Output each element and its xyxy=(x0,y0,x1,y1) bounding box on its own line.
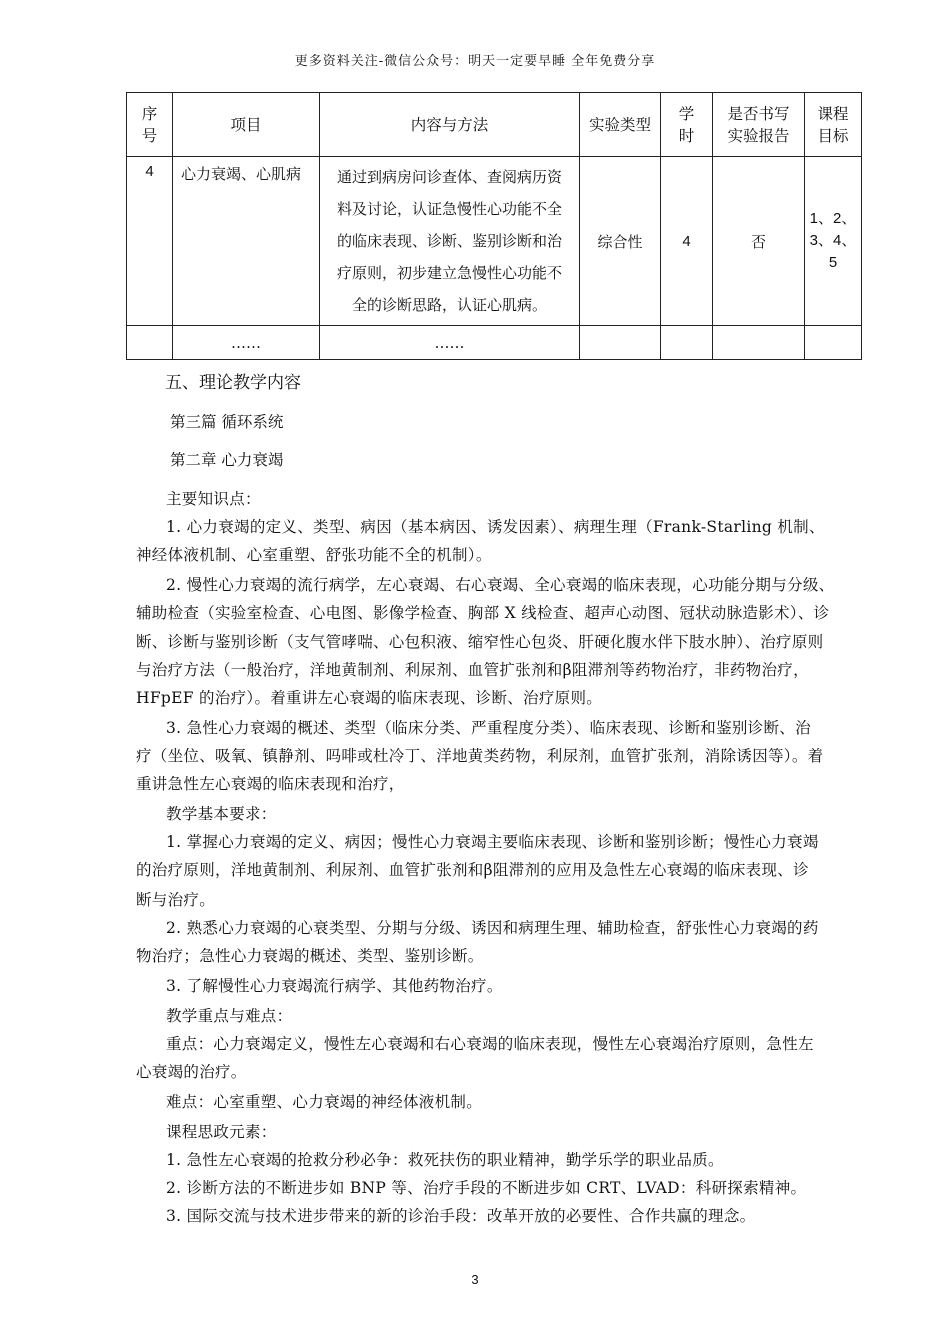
body-line: 1. 掌握心力衰竭的定义、病因；慢性心力衰竭主要临床表现、诊断和鉴别诊断；慢性心力衰竭 xyxy=(166,833,819,851)
cell-goal: 1、2、 3、4、 5 xyxy=(805,157,862,326)
cell-goal xyxy=(805,326,862,360)
header-report: 是否书写 实验报告 xyxy=(713,93,805,157)
cell-seq xyxy=(127,326,173,360)
body-line: 3. 国际交流与技术进步带来的新的诊治手段：改革开放的必要性、合作共赢的理念。 xyxy=(166,1207,756,1225)
cell-hours: 4 xyxy=(661,157,713,326)
cell-item: 心力衰竭、心肌病 xyxy=(173,157,320,326)
cell-report xyxy=(713,326,805,360)
cell-content: 通过到病房问诊查体、查阅病历资 料及讨论，认证急慢性心功能不全 的临床表现、诊断、鉴别诊断和治 疗原则，初步建立急慢性心功能不 全的诊断思路，认证心肌病。 xyxy=(320,157,580,326)
cell-type xyxy=(580,326,661,360)
section-title: 五、理论教学内容 xyxy=(165,373,301,393)
table-row xyxy=(127,326,862,360)
body-line: HFpEF 的治疗）。着重讲左心衰竭的临床表现、诊断、治疗原则。 xyxy=(136,689,603,707)
header-content: 内容与方法 xyxy=(320,93,580,157)
header-seq: 序 号 xyxy=(127,93,173,157)
body-line: 物治疗；急性心力衰竭的概述、类型、鉴别诊断。 xyxy=(136,947,484,965)
header-goal: 课程 目标 xyxy=(805,93,862,157)
body-line: 的治疗原则，洋地黄制剂、利尿剂、血管扩张剂和β阻滞剂的应用及急性左心衰竭的临床表现、诊 xyxy=(136,861,809,879)
body-line: 2. 慢性心力衰竭的流行病学，左心衰竭、右心衰竭、全心衰竭的临床表现，心功能分期与分级、 xyxy=(166,576,835,594)
cell-item: …… xyxy=(173,326,320,360)
body-line: 心衰竭的治疗。 xyxy=(136,1063,247,1081)
body-line: 1. 急性左心衰竭的抢救分秒必争：救死扶伤的职业精神，勤学乐学的职业品质。 xyxy=(166,1151,724,1169)
table-header-row xyxy=(127,93,862,157)
part-title: 第三篇 循环系统 xyxy=(170,413,284,431)
body-line: 1. 心力衰竭的定义、类型、病因（基本病因、诱发因素）、病理生理（Frank-Starling 机制、 xyxy=(166,518,825,536)
body-line: 主要知识点： xyxy=(166,490,261,508)
cell-report: 否 xyxy=(713,157,805,326)
body-line: 课程思政元素： xyxy=(166,1123,277,1141)
page-header: 更多资料关注-微信公众号：明天一定要早睡 全年免费分享 xyxy=(294,54,656,69)
cell-content: …… xyxy=(320,326,580,360)
body-line: 疗（坐位、吸氧、镇静剂、吗啡或杜冷丁、洋地黄类药物，利尿剂，血管扩张剂，消除诱因等）。着 xyxy=(136,747,824,765)
body-line: 2. 熟悉心力衰竭的心衰类型、分期与分级、诱因和病理生理、辅助检查，舒张性心力衰竭的药 xyxy=(166,919,819,937)
body-line: 断与治疗。 xyxy=(136,891,216,909)
header-item: 项目 xyxy=(173,93,320,157)
experiment-table xyxy=(126,92,862,360)
body-line: 神经体液机制、心室重塑、舒张功能不全的机制）。 xyxy=(136,546,492,564)
cell-hours xyxy=(661,326,713,360)
header-type: 实验类型 xyxy=(580,93,661,157)
body-line: 重讲急性左心衰竭的临床表现和治疗， xyxy=(136,775,405,793)
body-line: 断、诊断与鉴别诊断（支气管哮喘、心包积液、缩窄性心包炎、肝硬化腹水伴下肢水肿）、治疗原则 xyxy=(136,633,824,651)
body-line: 3. 了解慢性心力衰竭流行病学、其他药物治疗。 xyxy=(166,977,503,995)
chapter-title: 第二章 心力衰竭 xyxy=(170,451,284,469)
header-hours: 学 时 xyxy=(661,93,713,157)
body-line: 重点：心力衰竭定义，慢性左心衰竭和右心衰竭的临床表现，慢性左心衰竭治疗原则，急性左 xyxy=(166,1035,814,1053)
body-line: 辅助检查（实验室检查、心电图、影像学检查、胸部 X 线检查、超声心动图、冠状动脉造影术）、诊 xyxy=(136,604,830,622)
body-line: 与治疗方法（一般治疗，洋地黄制剂、利尿剂、血管扩张剂和β阻滞剂等药物治疗，非药物治疗， xyxy=(136,661,809,679)
body-line: 难点：心室重塑、心力衰竭的神经体液机制。 xyxy=(166,1093,483,1111)
table-row xyxy=(127,157,862,326)
body-line: 教学基本要求： xyxy=(166,805,277,823)
cell-seq: 4 xyxy=(127,157,173,326)
page-number: 3 xyxy=(471,1272,479,1287)
body-line: 2. 诊断方法的不断进步如 BNP 等、治疗手段的不断进步如 CRT、LVAD：科研探索精神。 xyxy=(166,1179,807,1197)
body-line: 3. 急性心力衰竭的概述、类型（临床分类、严重程度分类）、临床表现、诊断和鉴别诊断、治 xyxy=(166,719,811,737)
cell-type: 综合性 xyxy=(580,157,661,326)
body-line: 教学重点与难点： xyxy=(166,1007,293,1025)
